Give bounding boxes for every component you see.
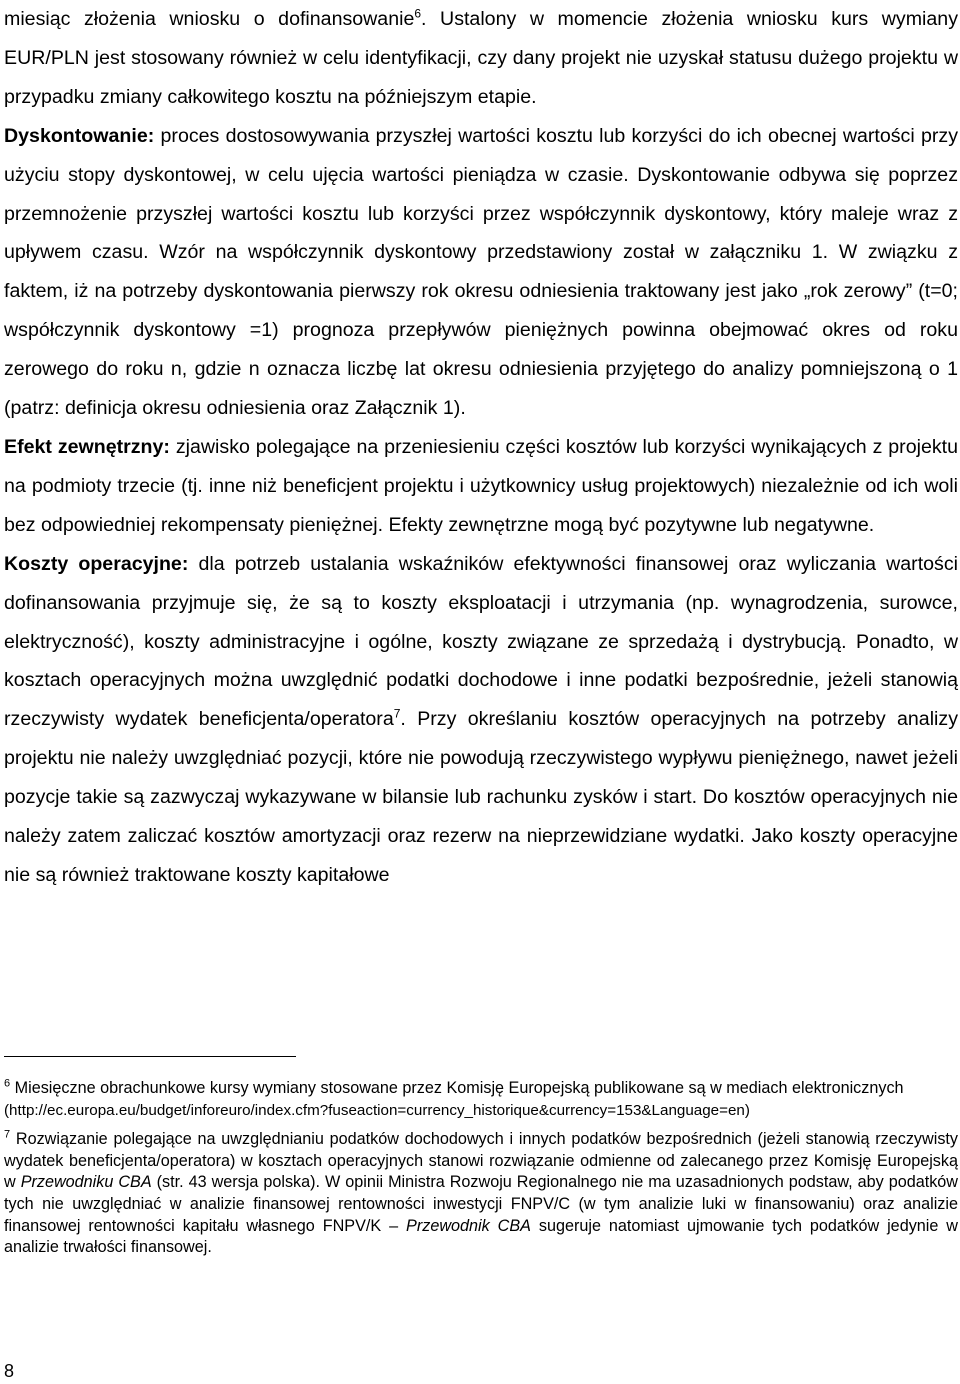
footnote-ref-6[interactable]: 6 bbox=[414, 6, 422, 21]
page-number: 8 bbox=[4, 1361, 15, 1381]
footnote-number: 6 bbox=[4, 1077, 11, 1090]
footnote-text: sugeruje natomiast ujmowanie tych podatków jedynie w analizie trwałości finansowej. bbox=[4, 1216, 958, 1257]
definition-term: Dyskontowanie: bbox=[4, 124, 155, 147]
definition-dyskontowanie bbox=[4, 117, 958, 428]
footnote-url[interactable]: (http://ec.europa.eu/budget/inforeuro/index.cfm?fuseaction=currency_historique&currency=153&Language=en) bbox=[4, 1101, 750, 1119]
definition-term: Efekt zewnętrzny: bbox=[4, 435, 170, 458]
footnote-separator bbox=[4, 1056, 296, 1057]
footnote-text: Miesięczne obrachunkowe kursy wymiany stosowane przez Komisję Europejską publikowane są w mediach elektronicznych bbox=[10, 1079, 904, 1097]
definition-text: dla potrzeb ustalania wskaźników efektywności finansowej oraz wyliczania wartości dofinansowania przyjmuje się, że są to koszty eksploatacji i utrzymania (np. wynagrodzenia, surowce, elektryczność), koszty administracyjne i ogólne, koszty związane ze sprzedażą i dystrybucją. Ponadto, w kosztach operacyjnych można uwzględnić podatki dochodowe i inne podatki bezpośrednie, jeżeli stanowią rzeczywisty wydatek beneficjenta/operatora bbox=[4, 552, 958, 731]
footnote-text: Rozwiązanie polegające na uwzględnianiu podatków dochodowych i innych podatków bezpośrednich (jeżeli stanowią rzeczywisty wydatek beneficjenta/operatora) w kosztach operacyjnych stanowi rozwiązanie odmienne od zalecanego przez Komisję Europejską w bbox=[4, 1130, 958, 1192]
footnote-ref-7[interactable]: 7 bbox=[393, 706, 401, 721]
footnote-number: 7 bbox=[4, 1128, 11, 1141]
definition-text: zjawisko polegające na przeniesieniu części kosztów lub korzyści wynikających z projektu na podmioty trzecie (tj. inne niż beneficjent projektu i użytkownicy usług projektowych) niezależnie od ich woli bez odpowiedniej rekompensaty pieniężnej. Efekty zewnętrzne mogą być pozytywne lub negatywne. bbox=[4, 435, 958, 536]
footnote-italic: Przewodnik CBA bbox=[406, 1216, 531, 1235]
main-text bbox=[4, 0, 958, 895]
definition-text: proces dostosowywania przyszłej wartości kosztu lub korzyści do ich obecnej wartości przy użyciu stopy dyskontowej, w celu ujęcia wartości pieniądza w czasie. Dyskontowanie odbywa się poprzez przemnożenie przyszłej wartości kosztu lub korzyści przez współczynnik dyskontowy, który maleje wraz z upływem czasu. Wzór na współczynnik dyskontowy przedstawiony został w załączniku 1. W związku z faktem, iż na potrzeby dyskontowania pierwszy rok okresu odniesienia traktowany jest jako „rok zerowy” (t=0; współczynnik dyskontowy =1) prognoza przepływów pieniężnych powinna obejmować okres od roku zerowego do roku n, gdzie n oznacza liczbę lat okresu odniesienia przyjętego do analizy pomniejszoną o 1 (patrz: definicja okresu odniesienia oraz Załącznik 1). bbox=[4, 124, 958, 420]
footnote-6 bbox=[4, 1078, 958, 1121]
definition-koszty-operacyjne bbox=[4, 545, 958, 895]
definition-term: Koszty operacyjne: bbox=[4, 552, 189, 575]
definition-text: . Przy określaniu kosztów operacyjnych na potrzeby analizy projektu nie należy uwzględniać pozycji, które nie powodują rzeczywistego wypływu pieniężnego, nawet jeżeli pozycje takie są zazwyczaj wykazywane w bilansie lub rachunku zysków i start. Do kosztów operacyjnych nie należy zatem zaliczać kosztów amortyzacji oraz rezerw na nieprzewidziane wydatki. Jako koszty operacyjne nie są również traktowane koszty kapitałowe bbox=[4, 708, 958, 886]
paragraph-text: miesiąc złożenia wniosku o dofinansowanie bbox=[4, 8, 415, 30]
definition-efekt-zewnetrzny bbox=[4, 428, 958, 545]
paragraph-text: . Ustalony w momencie złożenia wniosku kurs wymiany EUR/PLN jest stosowany również w celu identyfikacji, czy dany projekt nie uzyskał statusu dużego projektu w przypadku zmiany całkowitego kosztu na późniejszym etapie. bbox=[4, 8, 958, 108]
footnote-7 bbox=[4, 1129, 958, 1259]
paragraph-continuation bbox=[4, 0, 958, 117]
footnote-italic: Przewodniku CBA bbox=[20, 1173, 152, 1192]
footnote-text: (str. 43 wersja polska). W opinii Ministra Rozwoju Regionalnego nie ma uzasadnionych podstaw, aby podatków tych nie uwzględniać w analizie finansowej rentowności inwestycji FNPV/C (w tym analizie luki w finansowaniu) oraz analizie finansowej rentowności kapitału własnego FNPV/K – bbox=[4, 1173, 958, 1235]
footnotes bbox=[4, 1078, 958, 1267]
